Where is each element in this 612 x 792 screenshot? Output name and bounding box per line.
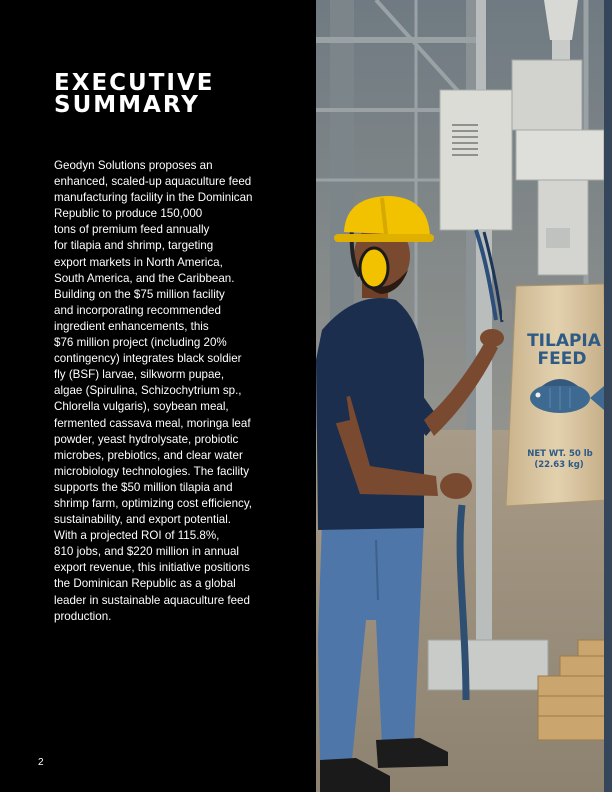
paragraph-line: $76 million project (including 20%: [54, 336, 227, 350]
paragraph-line: shrimp farm, optimizing cost efficiency,: [54, 496, 253, 510]
paragraph-line: production.: [54, 609, 112, 623]
paragraph-line: enhanced, scaled-up aquaculture feed: [54, 175, 252, 189]
worker-photo: [316, 0, 612, 792]
paragraph-line: algae (Spirulina, Schizochytrium sp.,: [54, 384, 242, 398]
paragraph-line: Republic to produce 150,000: [54, 207, 203, 221]
tilapia-feed-bag: [502, 284, 608, 506]
paragraph-line: microbiology technologies. The facility: [54, 464, 250, 478]
paragraph-line: for tilapia and shrimp, targeting: [54, 239, 214, 253]
photo-illustration: [316, 0, 612, 792]
paragraph-line: South America, and the Caribbean.: [54, 271, 235, 285]
paragraph-line: Chlorella vulgaris), soybean meal,: [54, 400, 229, 414]
paragraph-line: tons of premium feed annually: [54, 223, 210, 237]
bag-weight-line: NET WT. 50 lb: [527, 449, 593, 459]
paragraph-line: export markets in North America,: [54, 255, 223, 269]
bag-label-line: FEED: [537, 349, 587, 369]
paragraph-line: 810 jobs, and $220 million in annual: [54, 545, 239, 559]
paragraph-line: leader in sustainable aquaculture feed: [54, 593, 250, 607]
paragraph-line: and incorporating recommended: [54, 303, 221, 317]
bag-label-line: TILAPIA: [527, 331, 601, 351]
paragraph-line: Building on the $75 million facility: [54, 287, 225, 301]
summary-paragraph: [54, 158, 266, 625]
paragraph-line: export revenue, this initiative positions: [54, 561, 250, 575]
page-number: 2: [38, 757, 44, 768]
paragraph-line: fermented cassava meal, moringa leaf: [54, 416, 251, 430]
paragraph-line: the Dominican Republic as a global: [54, 577, 236, 591]
paragraph-line: ingredient enhancements, this: [54, 319, 209, 333]
paragraph-line: powder, yeast hydrolysate, probiotic: [54, 432, 239, 446]
title-line: EXECUTIVE: [54, 70, 215, 96]
ear-muff: [360, 248, 388, 288]
paragraph-line: sustainability, and export potential.: [54, 513, 232, 527]
title-line: SUMMARY: [54, 92, 200, 118]
bag-weight-line: (22.63 kg): [534, 460, 584, 470]
page-title: [54, 72, 214, 116]
paragraph-line: contingency) integrates black soldier: [54, 352, 242, 366]
paragraph-line: With a projected ROI of 115.8%,: [54, 529, 220, 543]
paragraph-line: manufacturing facility in the Dominican: [54, 191, 253, 205]
paragraph-line: microbes, prebiotics, and clear water: [54, 448, 243, 462]
paragraph-line: supports the $50 million tilapia and: [54, 480, 233, 494]
paragraph-line: Geodyn Solutions proposes an: [54, 159, 213, 172]
edge-strip: [604, 0, 612, 792]
paragraph-line: fly (BSF) larvae, silkworm pupae,: [54, 368, 225, 382]
